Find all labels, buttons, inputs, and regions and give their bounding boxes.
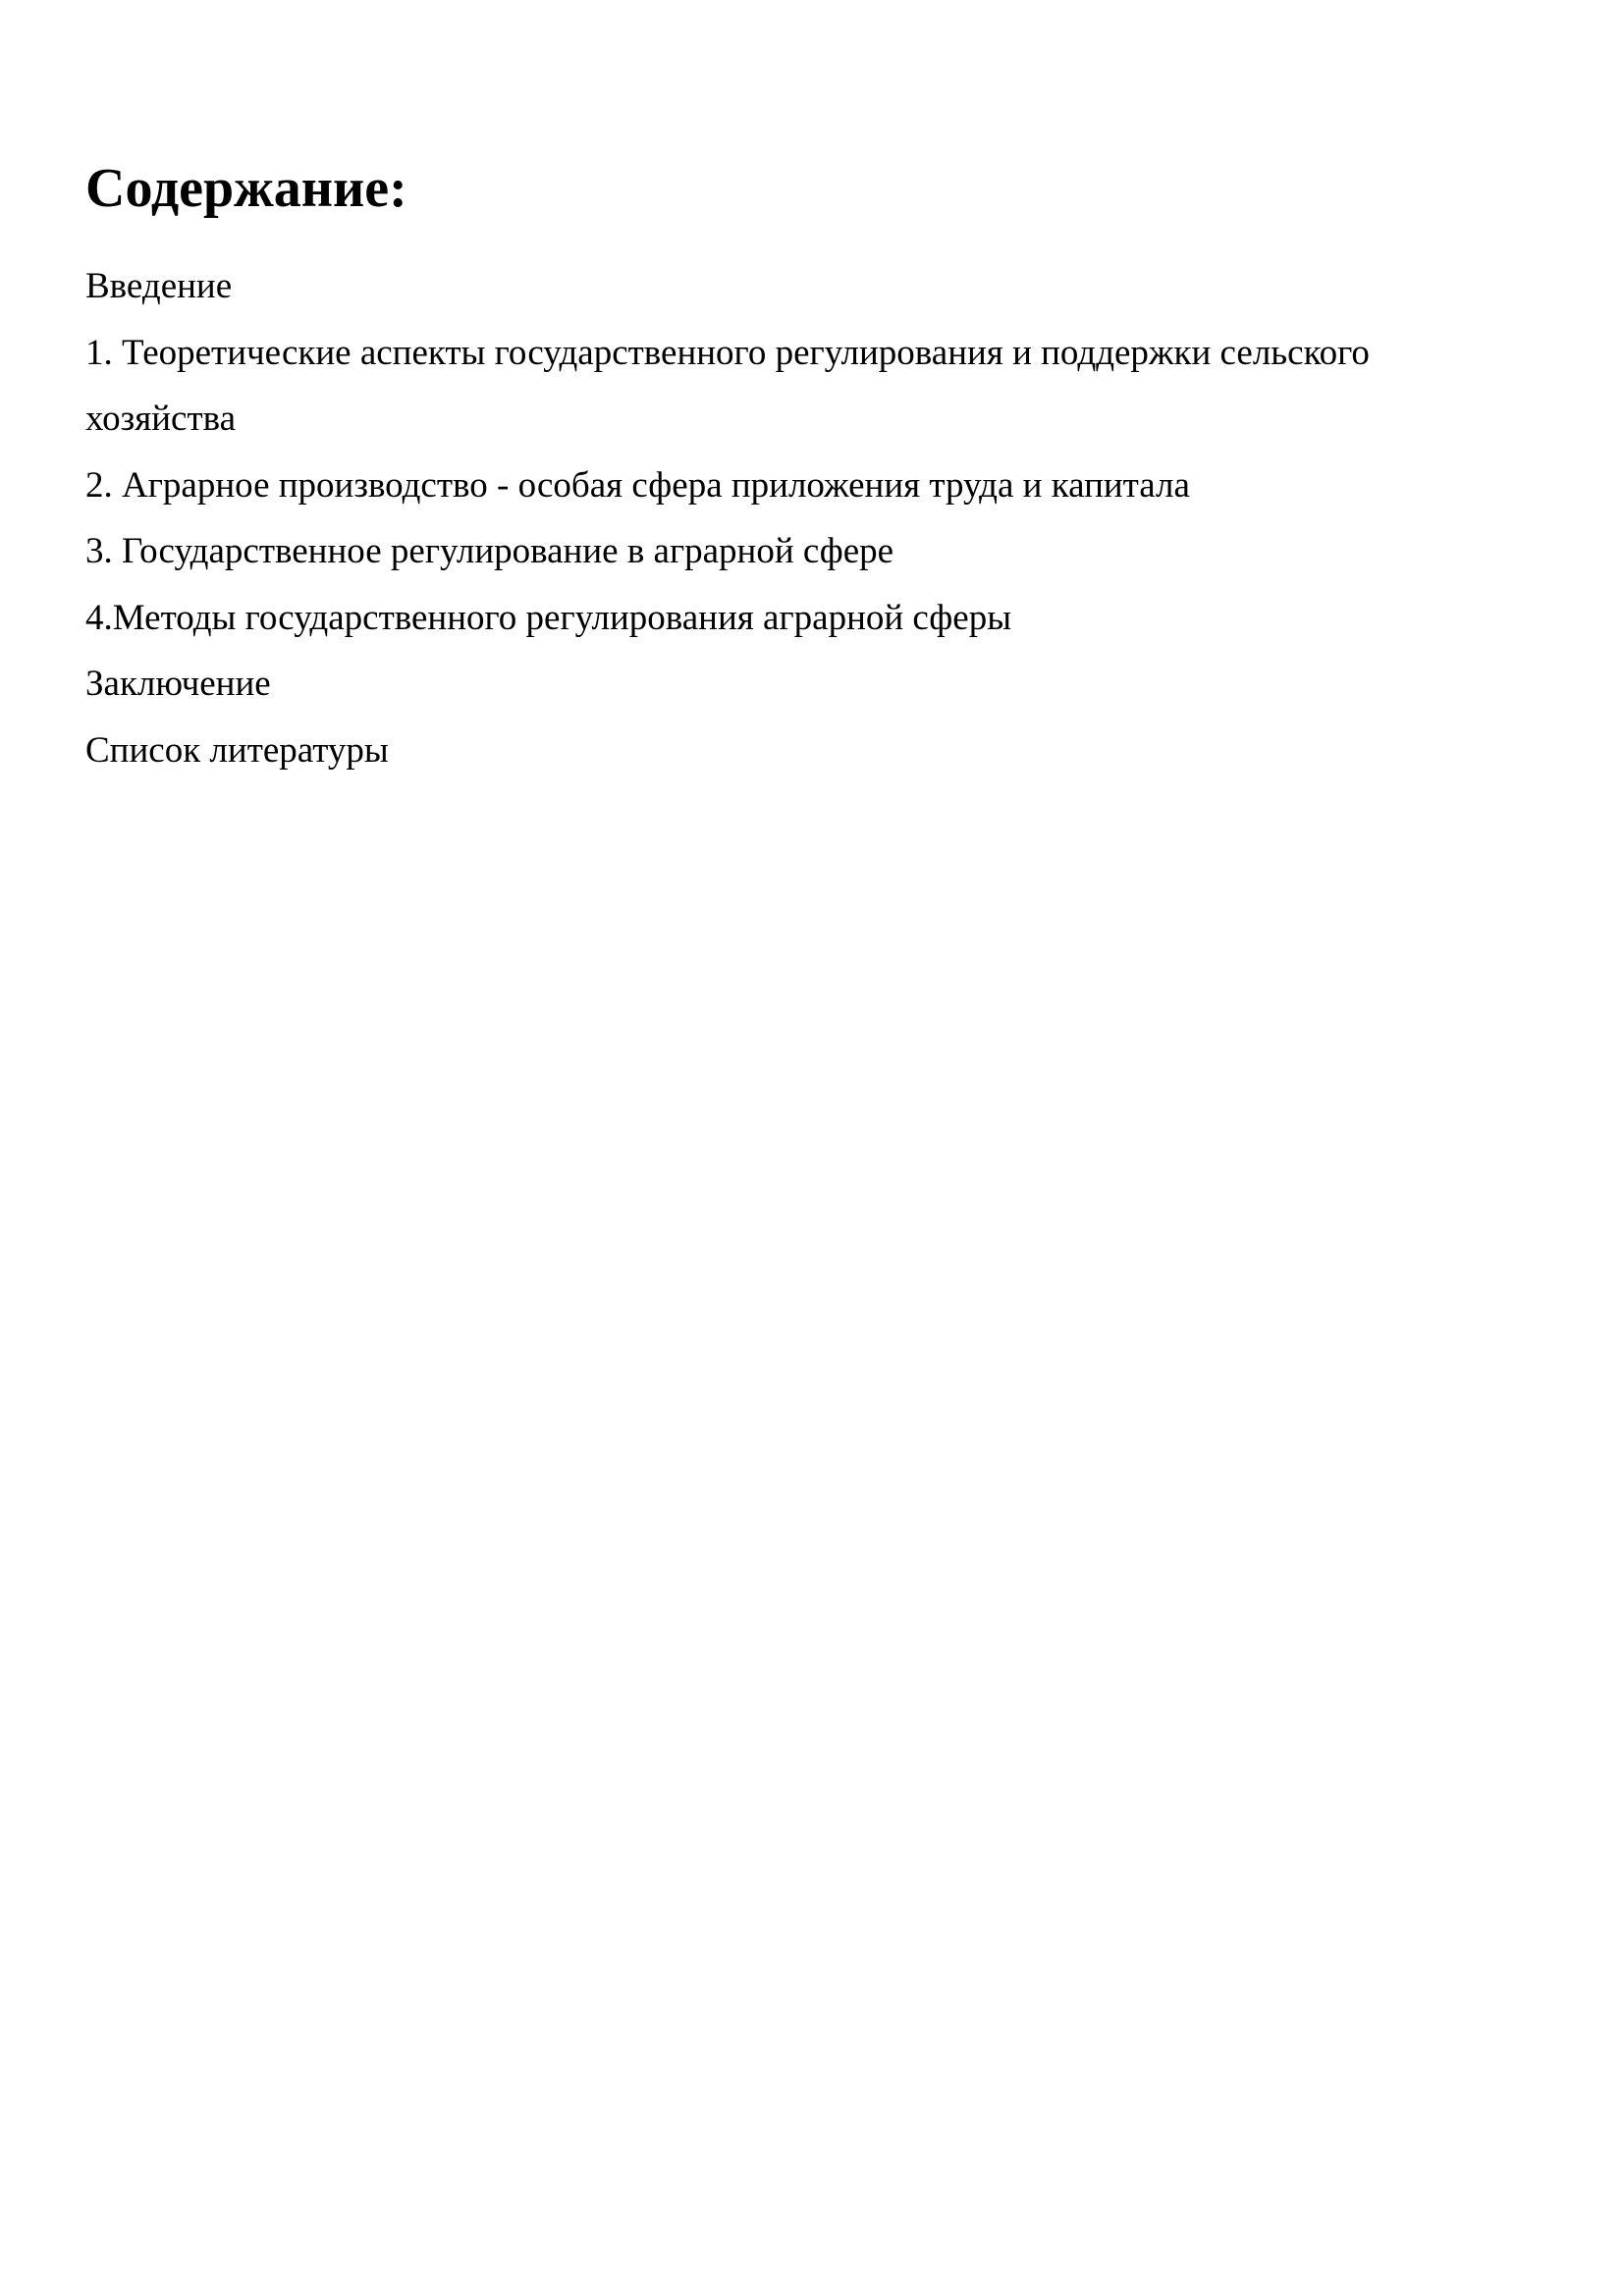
toc-item-chapter-1-line-2: хозяйства (85, 399, 237, 439)
toc-item-conclusion: Заключение (85, 664, 271, 704)
toc-list (85, 253, 1539, 783)
toc-item-chapter-4: 4.Методы государственного регулирования аграрной сферы (85, 597, 1012, 638)
toc-item-chapter-2: 2. Аграрное производство - особая сфера приложения труда и капитала (85, 464, 1190, 506)
toc-item-introduction: Введение (85, 266, 233, 306)
toc-item-chapter-1 (85, 320, 1539, 453)
toc-item-references: Список литературы (85, 729, 389, 771)
toc-item-chapter-3: 3. Государственное регулирование в аграрной сфере (85, 531, 894, 571)
toc-item-chapter-1-line-1: 1. Теоретические аспекты государственного регулирования и поддержки сельского (85, 332, 1370, 373)
toc-container (85, 147, 1539, 783)
toc-title: Содержание: (85, 158, 407, 219)
